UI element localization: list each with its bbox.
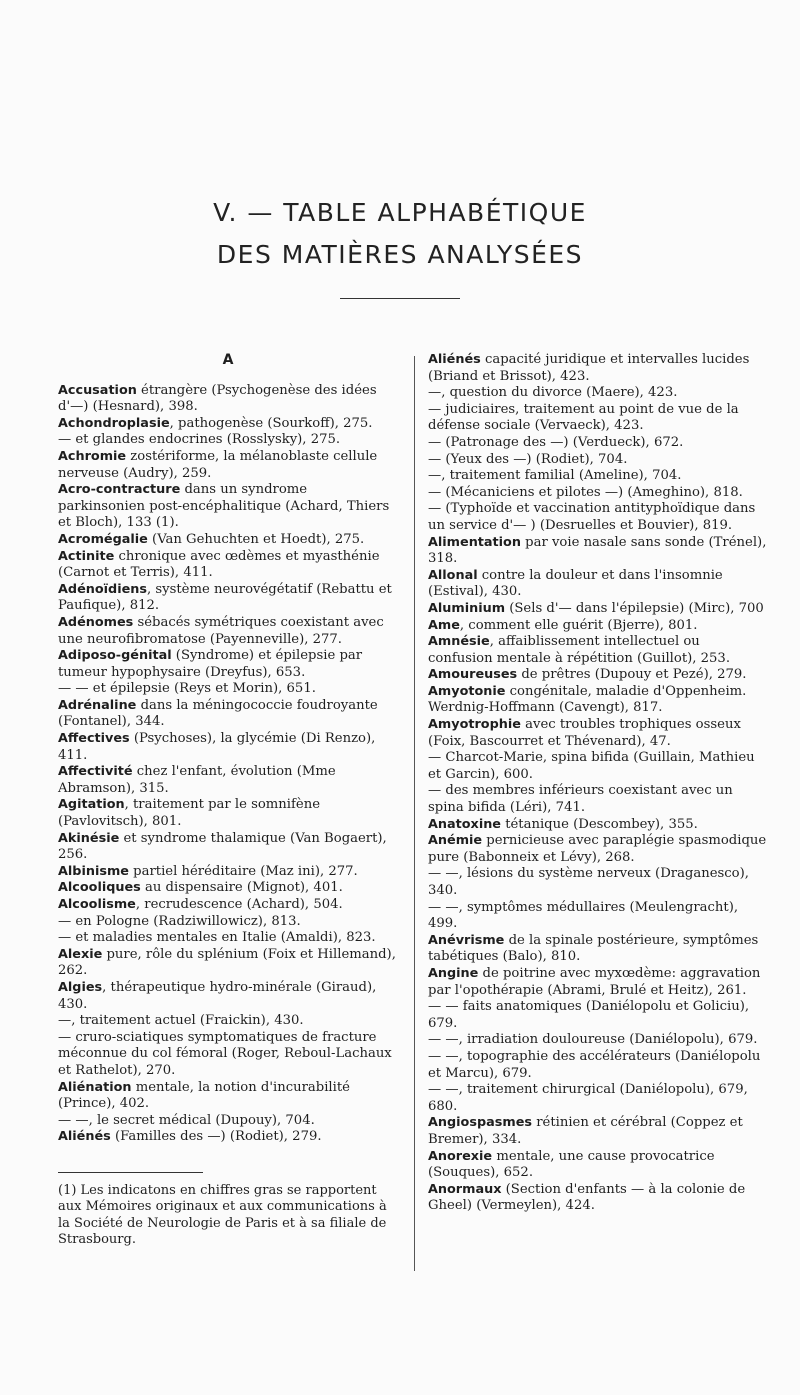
index-entry bbox=[58, 698, 398, 731]
index-entry bbox=[428, 618, 768, 635]
entry-text: — judiciaires, traitement au point de vue de la défense sociale (Vervaeck), 423. bbox=[428, 401, 739, 434]
index-entry bbox=[428, 485, 768, 502]
index-entry bbox=[58, 532, 398, 549]
entry-text: — (Yeux des —) (Rodiet), 704. bbox=[428, 451, 628, 467]
entry-headword: Angine bbox=[428, 965, 479, 981]
entry-headword: Acro-contracture bbox=[58, 482, 181, 498]
left-entry-list bbox=[58, 383, 398, 1146]
entry-text: , comment elle guérit (Bjerre), 801. bbox=[459, 617, 698, 633]
index-entry bbox=[428, 385, 768, 402]
entry-headword: Amyotrophie bbox=[428, 717, 521, 733]
entry-text: — —, traitement chirurgical (Daniélopolu), 679, 680. bbox=[428, 1082, 748, 1114]
index-entry bbox=[58, 615, 398, 648]
section-letter: A bbox=[222, 352, 234, 368]
page-title: V. — TABLE ALPHABÉTIQUE bbox=[213, 198, 587, 227]
entry-text: dans la méningococcie foudroyante (Fontanel), 344. bbox=[58, 697, 378, 730]
index-entry bbox=[58, 681, 398, 698]
index-entry bbox=[428, 1049, 768, 1082]
index-entry bbox=[428, 966, 768, 999]
entry-text: , affaiblissement intellectuel ou confusion mentale à répétition (Guillot), 253. bbox=[428, 634, 731, 666]
index-entry bbox=[428, 452, 768, 469]
right-column bbox=[428, 352, 768, 1215]
index-entry bbox=[428, 667, 768, 684]
entry-text: zostériforme, la mélanoblaste cellule nerveuse (Audry), 259. bbox=[58, 448, 378, 481]
entry-text: contre la douleur et dans l'insomnie (Estival), 430. bbox=[428, 567, 723, 600]
entry-text: par voie nasale sans sonde (Trénel), 318. bbox=[428, 534, 767, 567]
index-entry bbox=[58, 947, 398, 980]
entry-headword: Alcooliques bbox=[58, 880, 141, 896]
entry-headword: Accusation bbox=[58, 382, 137, 398]
entry-text: —, traitement familial (Ameline), 704. bbox=[428, 468, 682, 484]
entry-text: — Charcot-Marie, spina bifida (Guillain, Mathieu et Garcin), 600. bbox=[428, 750, 755, 782]
entry-text: —, question du divorce (Maere), 423. bbox=[428, 385, 678, 401]
entry-text: pernicieuse avec paraplégie spasmodique pure (Babonneix et Lévy), 268. bbox=[428, 833, 767, 865]
index-entry bbox=[58, 880, 398, 897]
entry-headword: Alexie bbox=[58, 946, 103, 962]
index-entry bbox=[428, 750, 768, 783]
column-divider bbox=[414, 356, 415, 1271]
entry-text: — — faits anatomiques (Daniélopolu et Goliciu), 679. bbox=[428, 999, 750, 1031]
entry-text: — — et épilepsie (Reys et Morin), 651. bbox=[58, 681, 316, 697]
entry-text: — (Mécaniciens et pilotes —) (Ameghino), 818. bbox=[428, 484, 743, 500]
index-entry bbox=[58, 914, 398, 931]
entry-headword: Alcoolisme bbox=[58, 897, 136, 912]
entry-headword: Aliénation bbox=[58, 1079, 132, 1095]
index-entry bbox=[428, 900, 768, 933]
entry-text: mentale, une cause provocatrice (Souques), 652. bbox=[428, 1148, 715, 1181]
entry-text: de poitrine avec myxœdème: aggravation par l'opothérapie (Abrami, Brulé et Heitz), 261. bbox=[428, 965, 761, 998]
entry-headword: Anorexie bbox=[428, 1148, 493, 1164]
entry-text: chez l'enfant, évolution (Mme Abramson), 315. bbox=[58, 764, 336, 796]
index-entry bbox=[428, 1082, 768, 1115]
entry-text: mentale, la notion d'incurabilité (Prince), 402. bbox=[58, 1079, 350, 1112]
index-entry bbox=[428, 568, 768, 601]
entry-headword: Aluminium bbox=[428, 600, 506, 616]
right-entry-list bbox=[428, 352, 768, 1215]
entry-text: tétanique (Descombey), 355. bbox=[501, 816, 698, 832]
entry-text: (Van Gehuchten et Hoedt), 275. bbox=[147, 531, 365, 547]
entry-text: avec troubles trophiques osseux (Foix, Bascourret et Thévenard), 47. bbox=[428, 717, 741, 749]
entry-text: , pathogenèse (Sourkoff), 275. bbox=[169, 415, 373, 431]
entry-headword: Amoureuses bbox=[428, 667, 518, 683]
entry-headword: Aliénés bbox=[428, 352, 481, 367]
entry-text: , système neurovégétatif (Rebattu et Paufique), 812. bbox=[58, 581, 392, 614]
page-subtitle: DES MATIÈRES ANALYSÉES bbox=[216, 240, 584, 269]
entry-headword: Ame bbox=[428, 617, 460, 633]
entry-headword: Amnésie bbox=[428, 634, 490, 650]
index-entry bbox=[58, 449, 398, 482]
index-entry bbox=[58, 1113, 398, 1130]
index-entry bbox=[58, 731, 398, 764]
entry-text: (Section d'enfants — à la colonie de Gheel) (Vermeylen), 424. bbox=[428, 1181, 746, 1214]
index-entry bbox=[58, 831, 398, 864]
entry-text: — et glandes endocrines (Rosslysky), 275. bbox=[58, 432, 341, 448]
entry-headword: Albinisme bbox=[58, 863, 129, 879]
index-entry bbox=[428, 684, 768, 717]
entry-headword: Akinésie bbox=[58, 830, 120, 846]
entry-text: — (Typhoïde et vaccination antityphoïdique dans un service d'— ) (Desruelles et Bouvier), 819. bbox=[428, 501, 756, 533]
entry-text: dans un syndrome parkinsonien post-encéphalitique (Achard, Thiers et Bloch), 133 (1). bbox=[58, 482, 390, 531]
index-entry bbox=[428, 468, 768, 485]
index-entry bbox=[58, 1030, 398, 1080]
entry-text: de la spinale postérieure, symptômes tabétiques (Balo), 810. bbox=[428, 932, 759, 965]
index-entry bbox=[428, 435, 768, 452]
entry-headword: Alimentation bbox=[428, 534, 521, 550]
entry-text: — (Patronage des —) (Verdueck), 672. bbox=[428, 434, 684, 450]
index-entry bbox=[428, 601, 768, 618]
entry-headword: Amyotonie bbox=[428, 683, 506, 699]
entry-text: — —, le secret médical (Dupouy), 704. bbox=[58, 1112, 315, 1128]
index-entry bbox=[428, 833, 768, 866]
entry-headword: Adénoïdiens bbox=[58, 581, 147, 597]
entry-text: , traitement par le somnifène (Pavlovitsch), 801. bbox=[58, 797, 320, 830]
entry-headword: Adénomes bbox=[58, 614, 134, 630]
entry-headword: Achromie bbox=[58, 448, 127, 464]
entry-headword: Actinite bbox=[58, 548, 115, 564]
entry-text: — cruro-sciatiques symptomatiques de fracture méconnue du col fémoral (Roger, Reboul-Lachaux et Rathelot), 270. bbox=[58, 1029, 392, 1078]
index-entry bbox=[428, 717, 768, 750]
index-entry bbox=[428, 1032, 768, 1049]
entry-headword: Anévrisme bbox=[428, 932, 505, 948]
index-entry bbox=[58, 764, 398, 797]
entry-headword: Adiposo-génital bbox=[58, 648, 172, 664]
entry-headword: Achondroplasie bbox=[58, 415, 170, 431]
footnote-rule bbox=[58, 1172, 203, 1173]
index-entry bbox=[58, 1013, 398, 1030]
index-entry bbox=[58, 383, 398, 416]
index-entry bbox=[428, 783, 768, 816]
index-entry bbox=[58, 897, 398, 914]
entry-text: étrangère (Psychogenèse des idées d'—) (Hesnard), 398. bbox=[58, 382, 377, 415]
index-entry bbox=[428, 402, 768, 435]
entry-text: — et maladies mentales en Italie (Amaldi), 823. bbox=[58, 930, 376, 946]
index-entry bbox=[428, 933, 768, 966]
entry-text: et syndrome thalamique (Van Bogaert), 256. bbox=[58, 830, 387, 863]
entry-headword: Algies bbox=[58, 979, 103, 995]
entry-text: (Sels d'— dans l'épilepsie) (Mirc), 700 bbox=[505, 600, 764, 616]
index-entry bbox=[428, 1182, 768, 1215]
entry-text: , recrudescence (Achard), 504. bbox=[135, 897, 343, 912]
index-entry bbox=[58, 648, 398, 681]
entry-text: — —, irradiation douloureuse (Daniélopolu), 679. bbox=[428, 1032, 758, 1048]
index-entry bbox=[428, 817, 768, 834]
index-entry bbox=[58, 549, 398, 582]
index-entry bbox=[428, 352, 768, 385]
index-entry bbox=[428, 1149, 768, 1182]
index-entry bbox=[428, 866, 768, 899]
entry-headword: Angiospasmes bbox=[428, 1115, 533, 1131]
entry-text: (Syndrome) et épilepsie par tumeur hypophysaire (Dreyfus), 653. bbox=[58, 648, 363, 680]
entry-text: — en Pologne (Radziwillowicz), 813. bbox=[58, 913, 301, 929]
entry-text: partiel héréditaire (Maz ini), 277. bbox=[128, 863, 358, 879]
entry-text: de prêtres (Dupouy et Pezé), 279. bbox=[517, 667, 747, 683]
entry-headword: Anatoxine bbox=[428, 816, 501, 832]
index-entry bbox=[428, 535, 768, 568]
index-entry bbox=[58, 1129, 398, 1146]
index-entry bbox=[428, 1115, 768, 1148]
entry-text: sébacés symétriques coexistant avec une neurofibromatose (Payenneville), 277. bbox=[58, 614, 384, 647]
footnote: (1) Les indicatons en chiffres gras se rapportent aux Mémoires originaux et aux communications à la Société de Neurologie de Paris et à sa filiale de Strasbourg. bbox=[58, 1182, 387, 1247]
entry-text: — —, lésions du système nerveux (Draganesco), 340. bbox=[428, 866, 749, 898]
entry-text: congénitale, maladie d'Oppenheim. Werdnig-Hoffmann (Cavengt), 817. bbox=[428, 683, 747, 716]
index-entry bbox=[58, 864, 398, 881]
entry-headword: Anémie bbox=[428, 833, 483, 849]
index-entry bbox=[58, 416, 398, 433]
index-entry bbox=[58, 432, 398, 449]
entry-headword: Allonal bbox=[428, 567, 478, 583]
entry-text: — des membres inférieurs coexistant avec un spina bifida (Léri), 741. bbox=[428, 783, 733, 816]
entry-text: chronique avec œdèmes et myasthénie (Carnot et Terris), 411. bbox=[58, 548, 380, 581]
index-entry bbox=[428, 501, 768, 534]
entry-text: , thérapeutique hydro-minérale (Giraud), 430. bbox=[58, 979, 377, 1012]
entry-headword: Acromégalie bbox=[58, 531, 148, 547]
entry-headword: Affectives bbox=[58, 731, 130, 747]
index-entry bbox=[58, 582, 398, 615]
entry-text: — —, symptômes médullaires (Meulengracht), 499. bbox=[428, 899, 739, 932]
entry-headword: Anormaux bbox=[428, 1181, 502, 1197]
entry-text: capacité juridique et intervalles lucides (Briand et Brissot), 423. bbox=[428, 352, 750, 384]
index-entry bbox=[428, 999, 768, 1032]
entry-headword: Affectivité bbox=[58, 764, 133, 780]
entry-headword: Agitation bbox=[58, 797, 125, 813]
left-column bbox=[58, 352, 398, 1248]
entry-text: rétinien et cérébral (Coppez et Bremer), 334. bbox=[428, 1115, 743, 1147]
title-divider bbox=[340, 298, 460, 299]
entry-text: — —, topographie des accélérateurs (Daniélopolu et Marcu), 679. bbox=[428, 1048, 761, 1081]
entry-text: au dispensaire (Mignot), 401. bbox=[140, 880, 343, 896]
entry-text: pure, rôle du splénium (Foix et Hillemand), 262. bbox=[58, 946, 396, 979]
index-entry bbox=[58, 1080, 398, 1113]
entry-text: (Psychoses), la glycémie (Di Renzo), 411. bbox=[58, 731, 376, 763]
index-entry bbox=[58, 980, 398, 1013]
entry-text: —, traitement actuel (Fraickin), 430. bbox=[58, 1013, 304, 1029]
entry-text: (Familles des —) (Rodiet), 279. bbox=[110, 1129, 322, 1145]
index-entry bbox=[58, 797, 398, 830]
entry-headword: Adrénaline bbox=[58, 697, 137, 713]
index-entry bbox=[428, 634, 768, 667]
index-entry bbox=[58, 930, 398, 947]
entry-headword: Aliénés bbox=[58, 1129, 111, 1145]
index-entry bbox=[58, 482, 398, 532]
